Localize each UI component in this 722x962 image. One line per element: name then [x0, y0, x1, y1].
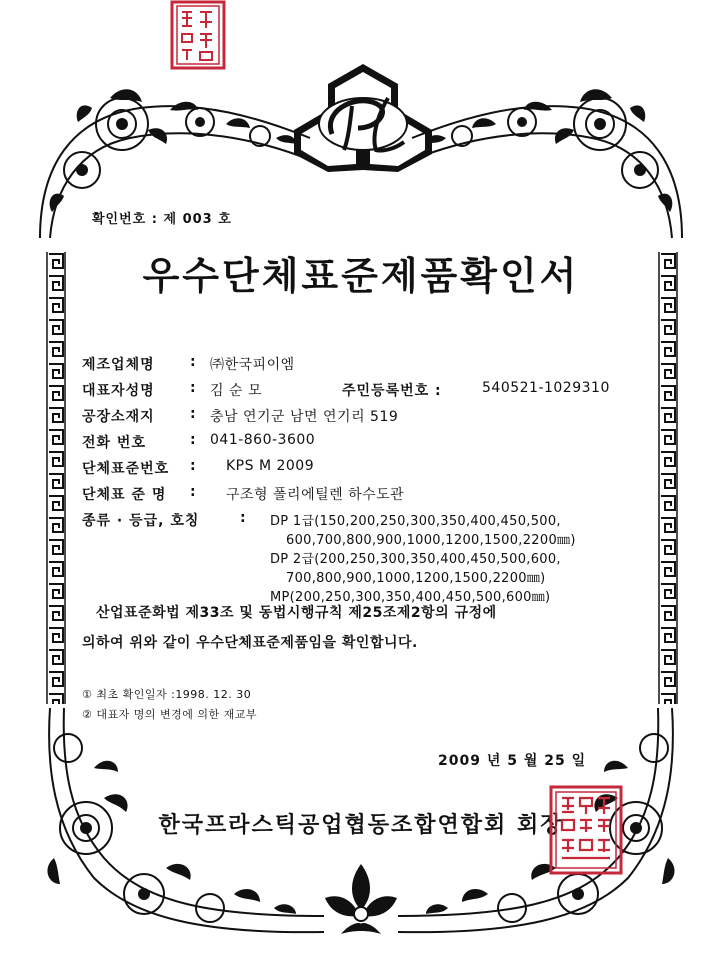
grade-line-dp2: DP 2급(200,250,300,350,400,450,500,600,: [270, 552, 561, 567]
field-label-representative: 대표자성명: [82, 383, 155, 399]
field-colon: :: [190, 380, 196, 396]
field-colon: :: [190, 432, 196, 448]
official-seal-stamp: [548, 784, 624, 876]
field-label-phone: 전화 번호: [82, 435, 146, 451]
field-value-manufacturer: ㈜한국피이엠: [210, 357, 295, 373]
field-label-factory-address: 공장소재지: [82, 409, 155, 425]
right-greek-key-border: [658, 252, 678, 704]
note-first-confirmation: ① 최초 확인일자 :1998. 12. 30: [82, 688, 252, 701]
field-colon: :: [240, 510, 246, 526]
field-value-standard-number: KPS M 2009: [226, 458, 315, 474]
field-colon: :: [190, 458, 196, 474]
left-greek-key-border: [46, 252, 66, 704]
issue-date: 2009 년 5 월 25 일: [438, 753, 587, 769]
field-colon: :: [190, 406, 196, 422]
grade-line-dp1-cont: 600,700,800,900,1000,1200,1500,2200㎜): [286, 533, 576, 548]
field-label-standard-number: 단체표준번호: [82, 461, 170, 477]
grade-line-dp1: DP 1급(150,200,250,300,350,400,450,500,: [270, 514, 561, 529]
issuer-name: 한국프라스틱공업협동조합연합회 회장: [158, 813, 564, 838]
certificate-number: 확인번호 : 제 003 호: [92, 212, 232, 227]
field-value-standard-name: 구조형 폴리에틸렌 하수도관: [226, 487, 405, 503]
resident-registration-label: 주민등록번호 :: [342, 383, 442, 399]
top-right-floral-ornament-icon: [402, 78, 692, 248]
field-value-phone: 041-860-3600: [210, 432, 316, 448]
field-label-grades: 종류 · 등급, 호칭: [82, 513, 200, 529]
note-reissue: ② 대표자 명의 변경에 의한 재교부: [82, 708, 257, 721]
field-value-representative: 김 순 모: [210, 383, 262, 399]
field-value-factory-address: 충남 연기군 남면 연기리 519: [210, 409, 399, 425]
resident-registration-value: 540521-1029310: [482, 380, 610, 396]
field-colon: :: [190, 484, 196, 500]
top-seal-stamp: [168, 0, 228, 72]
certificate-title: 우수단체표준제품확인서: [142, 254, 580, 298]
statement-line-1: 산업표준화법 제33조 및 동법시행규칙 제25조제2항의 규정에: [96, 605, 497, 621]
grade-line-mp: MP(200,250,300,350,400,450,500,600㎜): [270, 590, 551, 605]
statement-line-2: 의하여 위와 같이 우수단체표준제품임을 확인합니다.: [82, 635, 418, 651]
field-colon: :: [190, 354, 196, 370]
bottom-center-ornament-icon: [311, 858, 411, 948]
field-label-standard-name: 단체표 준 명: [82, 487, 167, 503]
field-label-manufacturer: 제조업체명: [82, 357, 155, 373]
grade-line-dp2-cont: 700,800,900,1000,1200,1500,2200㎜): [286, 571, 546, 586]
